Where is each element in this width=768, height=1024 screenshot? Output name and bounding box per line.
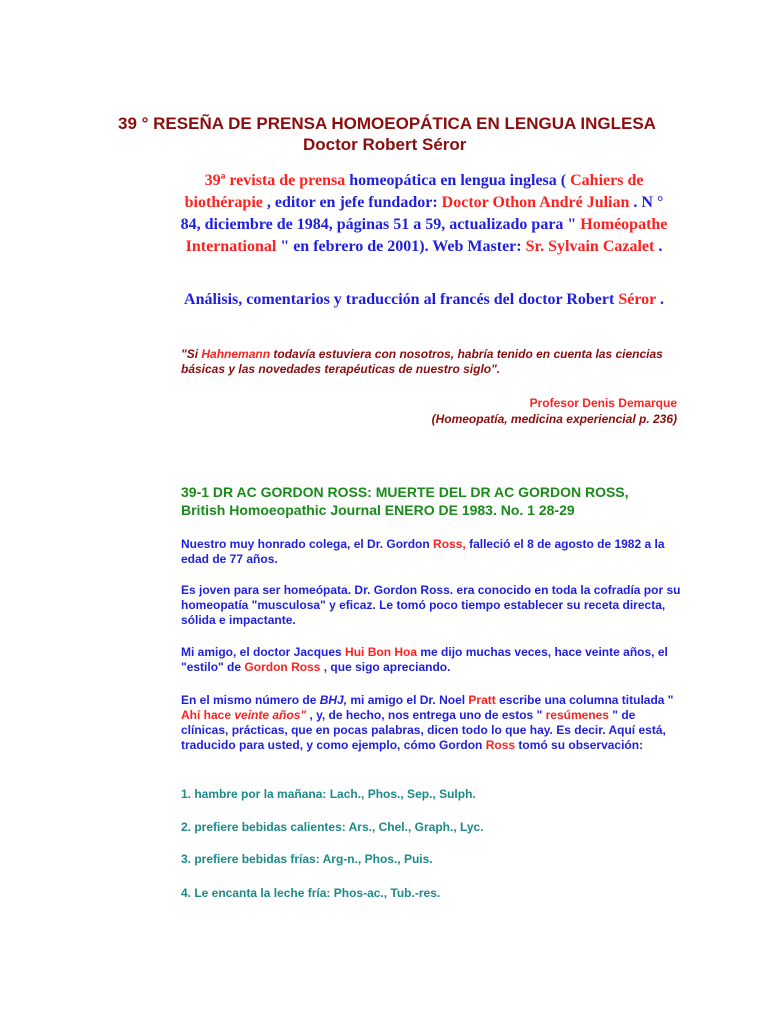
- paragraph-text: mi amigo el Dr. Noel: [347, 693, 469, 707]
- paragraph-bhj-column: [181, 693, 681, 753]
- paragraph-text: Es joven para ser homeópata. Dr. Gordon Ross. era conocido en toda la cofradía por su homeopatía "musculosa" y eficaz. Le tomó poco tiempo establecer su receta directa, sólida e impactante.: [181, 583, 681, 627]
- analysis-credit: [175, 290, 673, 310]
- intro-publication-name: Homéopathe International: [185, 216, 668, 255]
- paragraph-text: , y, de hecho, nos entrega uno de estos ": [306, 708, 546, 722]
- person-name: Pratt: [468, 693, 496, 707]
- paragraph-text: me dijo muchas veces, hace veinte años, el "estilo" de: [181, 645, 668, 674]
- intro-editor-name: Doctor Othon André Julian: [441, 194, 630, 211]
- paragraph-text: En el mismo número de: [181, 693, 320, 707]
- person-name: Ross: [485, 738, 516, 752]
- paragraph-text: escribe una columna titulada ": [495, 693, 674, 707]
- analysis-text: Análisis, comentarios y traducción al francés del doctor Robert: [184, 291, 619, 308]
- analysis-end: .: [655, 291, 664, 308]
- journal-abbreviation: BHJ,: [319, 693, 348, 707]
- list-item: 2. prefiere bebidas calientes: Ars., Chel., Graph., Lyc.: [181, 820, 484, 834]
- paragraph-text: Mi amigo, el doctor Jacques: [181, 645, 346, 659]
- quote-text-1: "Si: [181, 347, 202, 361]
- column-title-part: veinte años": [234, 708, 307, 722]
- intro-journal-name: Cahiers de biothérapie: [184, 172, 644, 211]
- intro-text-5: .: [654, 238, 663, 255]
- intro-text-3: . N ° 84, diciembre de 1984, páginas 51 a 59, actualizado para ": [180, 194, 664, 233]
- paragraph-text: , que sigo apreciando.: [320, 660, 451, 674]
- paragraph-text: falleció el 8 de agosto de 1982 a la edad de 77 años.: [181, 537, 665, 566]
- intro-review-number: 39ª revista de prensa: [204, 172, 346, 189]
- section-heading: [181, 483, 681, 519]
- person-name: Hui Bon Hoa: [345, 645, 418, 659]
- intro-text-4: " en febrero de 2001). Web Master:: [276, 238, 526, 255]
- intro-webmaster-name: Sr. Sylvain Cazalet: [525, 238, 655, 255]
- title-author: Doctor Robert Séror: [303, 135, 467, 154]
- epigraph-quote: [181, 347, 673, 377]
- analysis-author-name: Séror: [618, 291, 656, 308]
- quote-attribution: [300, 395, 677, 427]
- list-item: 4. Le encanta la leche fría: Phos-ac., Tub.-res.: [181, 886, 441, 900]
- person-name: Ross,: [433, 537, 466, 551]
- column-title-part: Ahí hace: [181, 708, 235, 722]
- summaries-word: resúmenes: [545, 708, 609, 722]
- intro-text-2: , editor en jefe fundador:: [262, 194, 442, 211]
- section-heading-line-2: British Homoeopathic Journal ENERO DE 1983. No. 1 28-29: [181, 502, 575, 518]
- section-heading-line-1: 39-1 DR AC GORDON ROSS: MUERTE DEL DR AC GORDON ROSS,: [181, 484, 629, 500]
- person-name: Gordon Ross: [244, 660, 321, 674]
- quote-text-2: todavía estuviera con nosotros, habría tenido en cuenta las ciencias básicas y las novedades terapéuticas de nuestro siglo".: [181, 347, 663, 376]
- paragraph-reputation: [181, 583, 681, 628]
- attribution-source: (Homeopatía, medicina experiencial p. 236): [431, 412, 677, 426]
- intro-text-1: homeopática en lengua inglesa (: [345, 172, 571, 189]
- paragraph-text: tomó su observación:: [515, 738, 644, 752]
- paragraph-friend: [181, 645, 681, 675]
- intro-paragraph: [175, 170, 673, 258]
- paragraph-obituary: [181, 537, 681, 567]
- paragraph-text: Nuestro muy honrado colega, el Dr. Gordon: [181, 537, 434, 551]
- document-title: [118, 113, 678, 155]
- paragraph-text: " de clínicas, prácticas, que en pocas palabras, dicen todo lo que hay. Es decir. Aquí está, traducido para usted, y como ejemplo, cómo Gordon: [181, 708, 666, 752]
- attribution-name: Profesor Denis Demarque: [529, 396, 677, 410]
- title-line-1: 39 ° RESEÑA DE PRENSA HOMOEOPÁTICA EN LENGUA INGLESA: [118, 114, 656, 133]
- quote-name: Hahnemann: [201, 347, 271, 361]
- list-item: 3. prefiere bebidas frías: Arg-n., Phos., Puis.: [181, 852, 433, 866]
- list-item: 1. hambre por la mañana: Lach., Phos., Sep., Sulph.: [181, 787, 476, 801]
